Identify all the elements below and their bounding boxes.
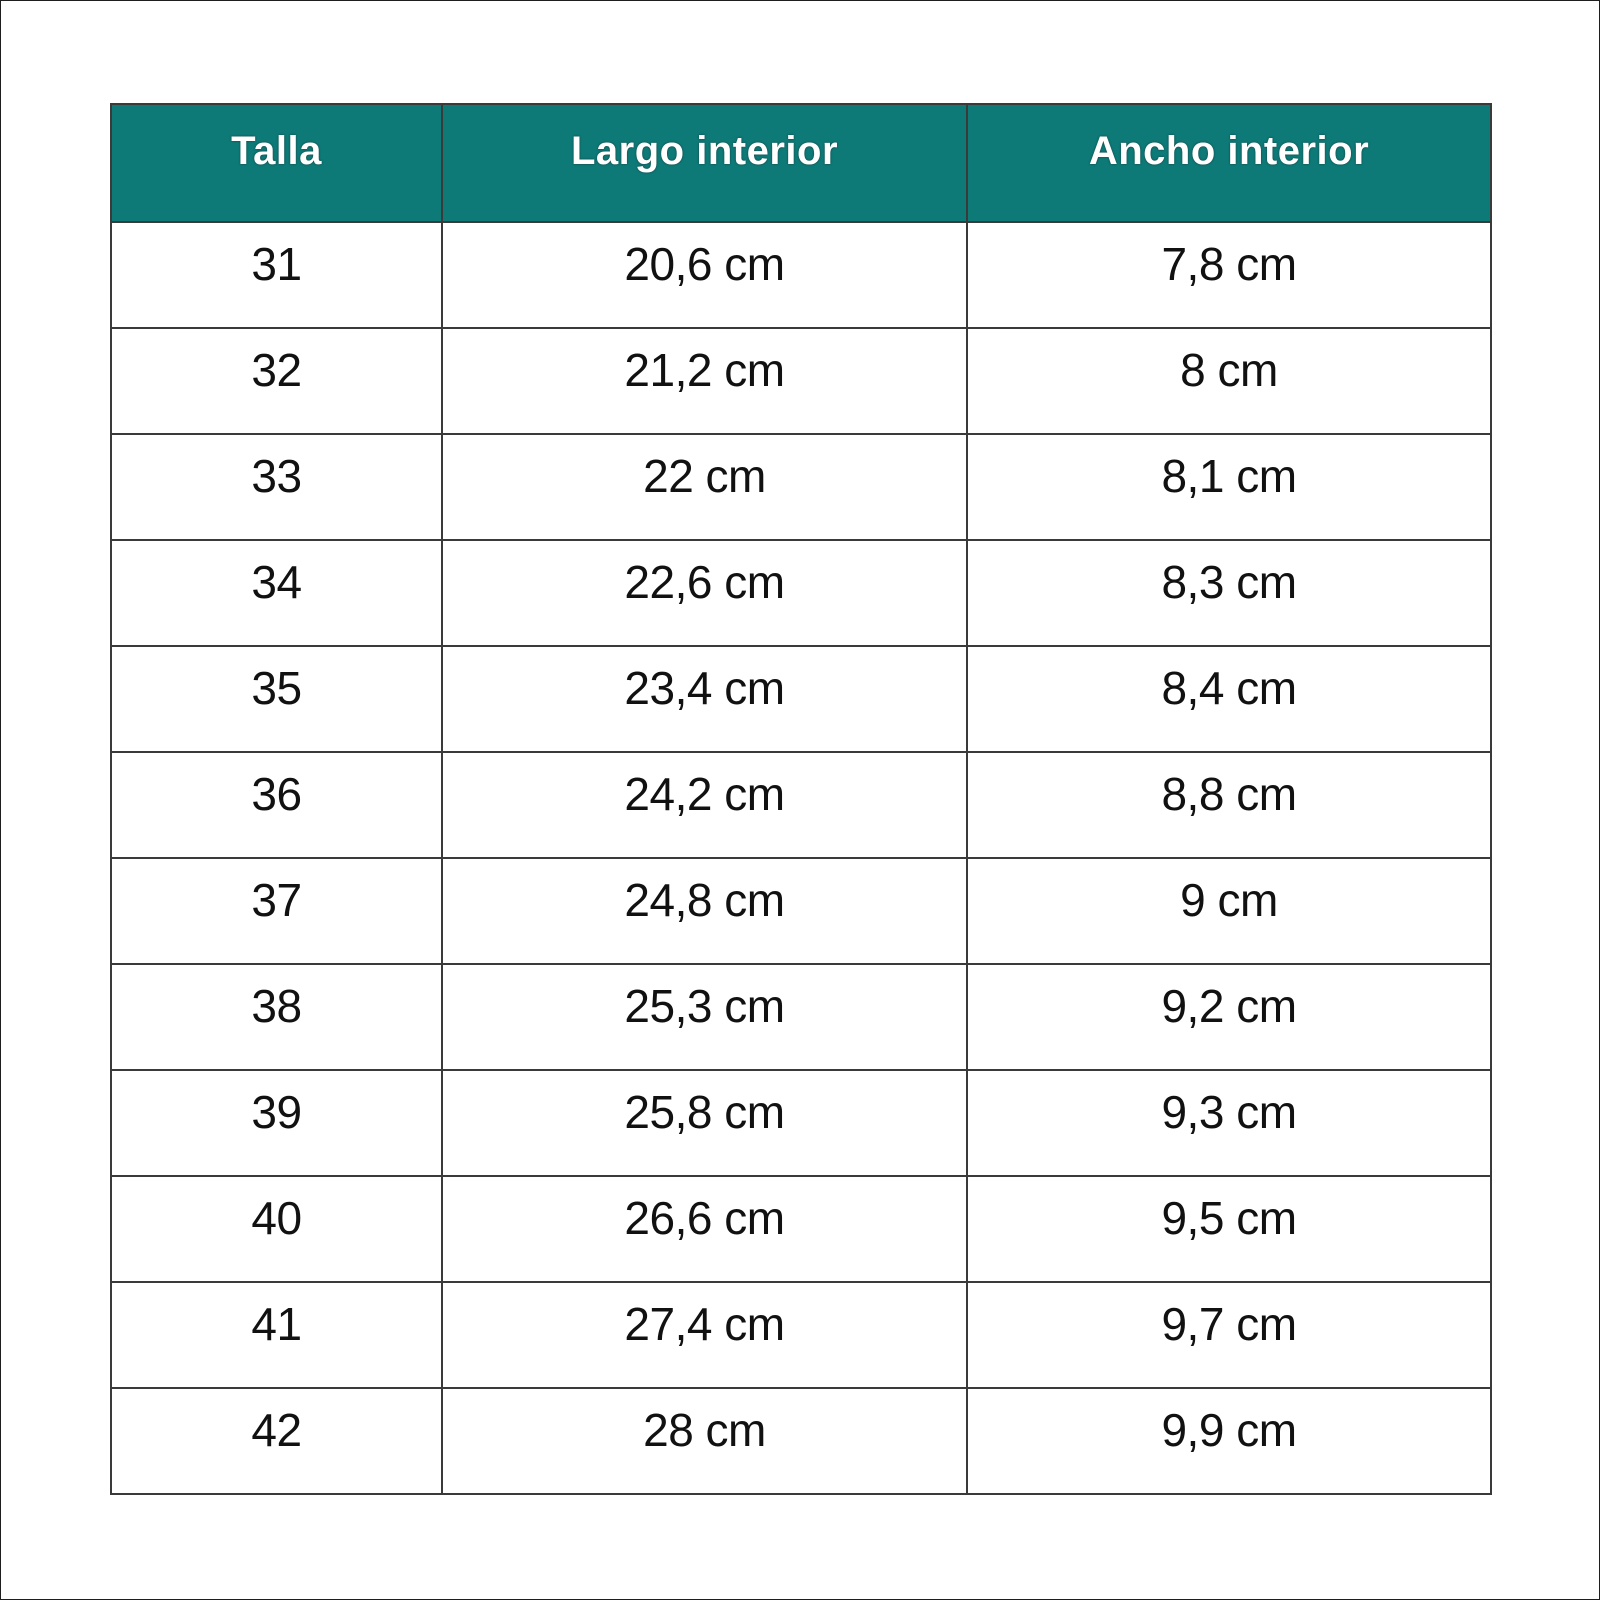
cell-ancho-interior: 8,4 cm xyxy=(967,646,1491,752)
cell-ancho-interior: 8,1 cm xyxy=(967,434,1491,540)
cell-ancho-interior: 9,5 cm xyxy=(967,1176,1491,1282)
table-row xyxy=(111,1176,1491,1282)
cell-talla: 35 xyxy=(111,646,442,752)
table-body xyxy=(111,222,1491,1494)
cell-largo-interior: 22,6 cm xyxy=(442,540,967,646)
cell-talla: 36 xyxy=(111,752,442,858)
cell-largo-interior: 21,2 cm xyxy=(442,328,967,434)
cell-talla: 41 xyxy=(111,1282,442,1388)
header-row xyxy=(111,104,1491,222)
cell-largo-interior: 25,8 cm xyxy=(442,1070,967,1176)
table-row xyxy=(111,1282,1491,1388)
size-chart-table xyxy=(110,103,1492,1495)
cell-talla: 39 xyxy=(111,1070,442,1176)
header-largo-interior: Largo interior xyxy=(442,104,967,222)
cell-ancho-interior: 9 cm xyxy=(967,858,1491,964)
cell-talla: 32 xyxy=(111,328,442,434)
cell-largo-interior: 22 cm xyxy=(442,434,967,540)
cell-talla: 33 xyxy=(111,434,442,540)
table-row xyxy=(111,858,1491,964)
cell-talla: 34 xyxy=(111,540,442,646)
cell-largo-interior: 24,8 cm xyxy=(442,858,967,964)
cell-largo-interior: 27,4 cm xyxy=(442,1282,967,1388)
table-row xyxy=(111,752,1491,858)
header-ancho-interior: Ancho interior xyxy=(967,104,1491,222)
cell-ancho-interior: 9,9 cm xyxy=(967,1388,1491,1494)
table-row xyxy=(111,1070,1491,1176)
cell-ancho-interior: 9,2 cm xyxy=(967,964,1491,1070)
cell-largo-interior: 28 cm xyxy=(442,1388,967,1494)
table-row xyxy=(111,222,1491,328)
table-row xyxy=(111,964,1491,1070)
table-row xyxy=(111,540,1491,646)
cell-talla: 38 xyxy=(111,964,442,1070)
cell-talla: 40 xyxy=(111,1176,442,1282)
cell-ancho-interior: 9,3 cm xyxy=(967,1070,1491,1176)
cell-ancho-interior: 9,7 cm xyxy=(967,1282,1491,1388)
table-header xyxy=(111,104,1491,222)
cell-ancho-interior: 8,3 cm xyxy=(967,540,1491,646)
cell-largo-interior: 24,2 cm xyxy=(442,752,967,858)
table-row xyxy=(111,1388,1491,1494)
cell-talla: 37 xyxy=(111,858,442,964)
cell-talla: 42 xyxy=(111,1388,442,1494)
table-row xyxy=(111,328,1491,434)
cell-ancho-interior: 7,8 cm xyxy=(967,222,1491,328)
header-talla: Talla xyxy=(111,104,442,222)
table-row xyxy=(111,646,1491,752)
cell-largo-interior: 20,6 cm xyxy=(442,222,967,328)
cell-ancho-interior: 8 cm xyxy=(967,328,1491,434)
cell-largo-interior: 26,6 cm xyxy=(442,1176,967,1282)
cell-largo-interior: 23,4 cm xyxy=(442,646,967,752)
cell-ancho-interior: 8,8 cm xyxy=(967,752,1491,858)
table-row xyxy=(111,434,1491,540)
cell-talla: 31 xyxy=(111,222,442,328)
cell-largo-interior: 25,3 cm xyxy=(442,964,967,1070)
